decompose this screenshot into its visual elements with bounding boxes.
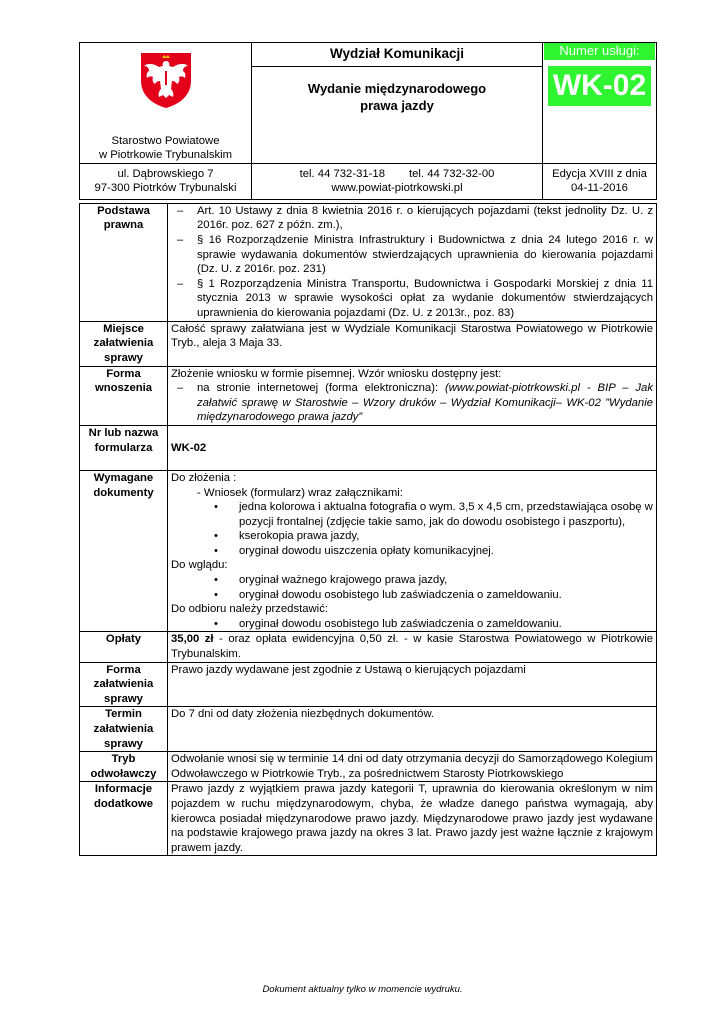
- row-label: Wymagane dokumenty: [80, 470, 168, 632]
- document-page: [79, 42, 656, 856]
- fee-text: - oraz opłata ewidencyjna 0,50 zł. - w kasie Starostwa Powiatowego w Piotrkowie Trybunalskim.: [171, 633, 653, 661]
- row-info: [80, 782, 657, 856]
- edition-cell: [543, 163, 657, 199]
- website: www.powiat-piotrkowski.pl: [331, 182, 463, 195]
- service-number: WK-02: [548, 66, 651, 106]
- row-legal: [80, 203, 657, 321]
- list-item: • oryginał dowodu osobistego lub zaświadczenia o zameldowaniu.: [171, 588, 653, 603]
- list-item: • oryginał ważnego krajowego prawa jazdy,: [171, 573, 653, 588]
- row-label: Forma załatwienia sprawy: [80, 662, 168, 707]
- list-item: • oryginał dowodu uiszczenia opłaty komunikacyjnej.: [171, 544, 653, 559]
- row-label: Nr lub nazwa formularza: [80, 425, 168, 470]
- edition: Edycja XVIII z dnia: [552, 167, 647, 180]
- view-list: [171, 573, 653, 602]
- row-label: Miejsce załatwienia sprawy: [80, 321, 168, 366]
- list-item: – Art. 10 Ustawy z dnia 8 kwietnia 2016 r. o kierujących pojazdami (tekst jednolity Dz. U. z 2016r. poz. 627 z późn. zm.),: [171, 204, 653, 233]
- row-label: Forma wnoszenia: [80, 366, 168, 425]
- office-city: w Piotrkowie Trybunalskim: [98, 149, 233, 162]
- submit-list: [171, 500, 653, 558]
- deadline-text: Do 7 dni od daty złożenia niezbędnych dokumentów.: [168, 707, 657, 752]
- content-table: [79, 203, 657, 857]
- phone-1: tel. 44 732-31-18: [299, 167, 385, 180]
- pickup-list: [171, 617, 653, 632]
- phone-2: tel. 44 732-32-00: [409, 167, 495, 180]
- list-item: • kserokopia prawa jazdy,: [171, 529, 653, 544]
- footer-note: Dokument aktualny tylko w momencie wydruku.: [262, 984, 463, 995]
- list-item: • jedna kolorowa i aktualna fotografia o wym. 3,5 x 4,5 cm, przedstawiająca osobę w pozycji frontalnej (zdjęcie takie samo, jak do dowodu osobistego i paszportu),: [171, 500, 653, 529]
- row-label: Podstawa prawna: [80, 203, 168, 321]
- row-appeal: [80, 752, 657, 782]
- form-intro: Złożenie wniosku w formie pisemnej. Wzór wniosku dostępny jest:: [171, 367, 502, 380]
- pickup-heading: Do odbioru należy przedstawić:: [171, 603, 328, 616]
- phones: [255, 167, 539, 182]
- submit-heading: Do złożenia :: [171, 471, 237, 484]
- info-text: Prawo jazdy z wyjątkiem prawa jazdy kategorii T, uprawnia do kierowania określonym w nim pojazdem w ruchu międzynarodowym, chyba, że władze danego państwa wymagają, aby kierowca posiadał międzynarodowe prawo jazdy. Międzynarodowe prawo jazdy jest wydawane na podstawie krajowego prawa jazdy na okres 3 lat. Prawo jazdy jest ważne łącznie z krajowym prawem jazdy.: [168, 782, 657, 856]
- address-cell: [80, 163, 252, 199]
- address-city: 97-300 Piotrków Trybunalski: [94, 182, 237, 195]
- service-number-cell: [543, 43, 657, 164]
- list-item: – § 16 Rozporządzenie Ministra Infrastruktury i Budownictwa z dnia 24 lutego 2016 r. w sprawie wydawania dokumentów stwierdzających uprawnienia do kierowania pojazdami (Dz. U. z 2016r. poz. 231): [171, 233, 653, 277]
- list-item: • oryginał dowodu osobistego lub zaświadczenia o zameldowaniu.: [171, 617, 653, 632]
- list-item: – § 1 Rozporządzenia Ministra Transportu, Budownictwa i Gospodarki Morskiej z dnia 11 stycznia 2013 w sprawie wysokości opłat za wydanie dokumentów stwierdzających uprawnienia do kierowania pojazdami (Dz. U. z 2013r., poz. 83): [171, 277, 653, 321]
- row-documents: [80, 470, 657, 632]
- row-fees: [80, 632, 657, 662]
- row-place: [80, 321, 657, 366]
- form-number: WK-02: [168, 425, 657, 470]
- office-name: Starostwo Powiatowe: [111, 134, 220, 147]
- legal-list: [171, 204, 653, 321]
- row-settlement-form: [80, 662, 657, 707]
- row-label: Tryb odwoławczy: [80, 752, 168, 782]
- appeal-text: Odwołanie wnosi się w terminie 14 dni od daty otrzymania decyzji do Samorządowego Kolegium Odwoławczego w Piotrkowie Tryb., za pośrednictwem Starosty Piotrkowskiego: [168, 752, 657, 782]
- address-street: ul. Dąbrowskiego 7: [117, 167, 214, 180]
- row-label: Informacje dodatkowe: [80, 782, 168, 856]
- place-text: Całość sprawy załatwiana jest w Wydziale Komunikacji Starostwa Powiatowego w Piotrkowie Tryb., aleja 3 Maja 33.: [168, 321, 657, 366]
- application-line: - Wniosek (formularz) wraz załącznikami:: [197, 486, 403, 499]
- fee-amount: 35,00 zł: [171, 633, 214, 646]
- department-title: Wydział Komunikacji: [329, 46, 465, 61]
- settlement-text: Prawo jazdy wydawane jest zgodnie z Ustawą o kierujących pojazdami: [168, 662, 657, 707]
- service-title: Wydanie międzynarodowego prawa jazdy: [307, 80, 487, 113]
- row-deadline: [80, 707, 657, 752]
- list-item: – na stronie internetowej (forma elektroniczna): (www.powiat-piotrkowski.pl - BIP – Jak załatwić sprawę w Starostwie – Wzory druków – Wydział Komunikacji– WK-02 ”Wydanie międzynarodowego prawa jazdy”: [171, 381, 653, 425]
- coat-of-arms-icon: [139, 51, 193, 109]
- header-table: [79, 42, 657, 200]
- contact-cell: [252, 163, 543, 199]
- row-form: [80, 366, 657, 425]
- edition-date: 04-11-2016: [571, 182, 628, 195]
- row-label: Opłaty: [80, 632, 168, 662]
- bip-path: (www.powiat-piotrkowski.pl - BIP – Jak załatwić sprawę w Starostwie – Wzory druków – Wydział Komunikacji– WK-02 ”Wydanie międzynarodowego prawa jazdy”: [197, 382, 653, 424]
- row-label: Termin załatwienia sprawy: [80, 707, 168, 752]
- service-number-label: Numer usługi:: [544, 43, 655, 60]
- row-form-number: [80, 425, 657, 470]
- view-heading: Do wglądu:: [171, 559, 228, 572]
- office-cell: [80, 43, 252, 164]
- title-cell: [252, 43, 543, 164]
